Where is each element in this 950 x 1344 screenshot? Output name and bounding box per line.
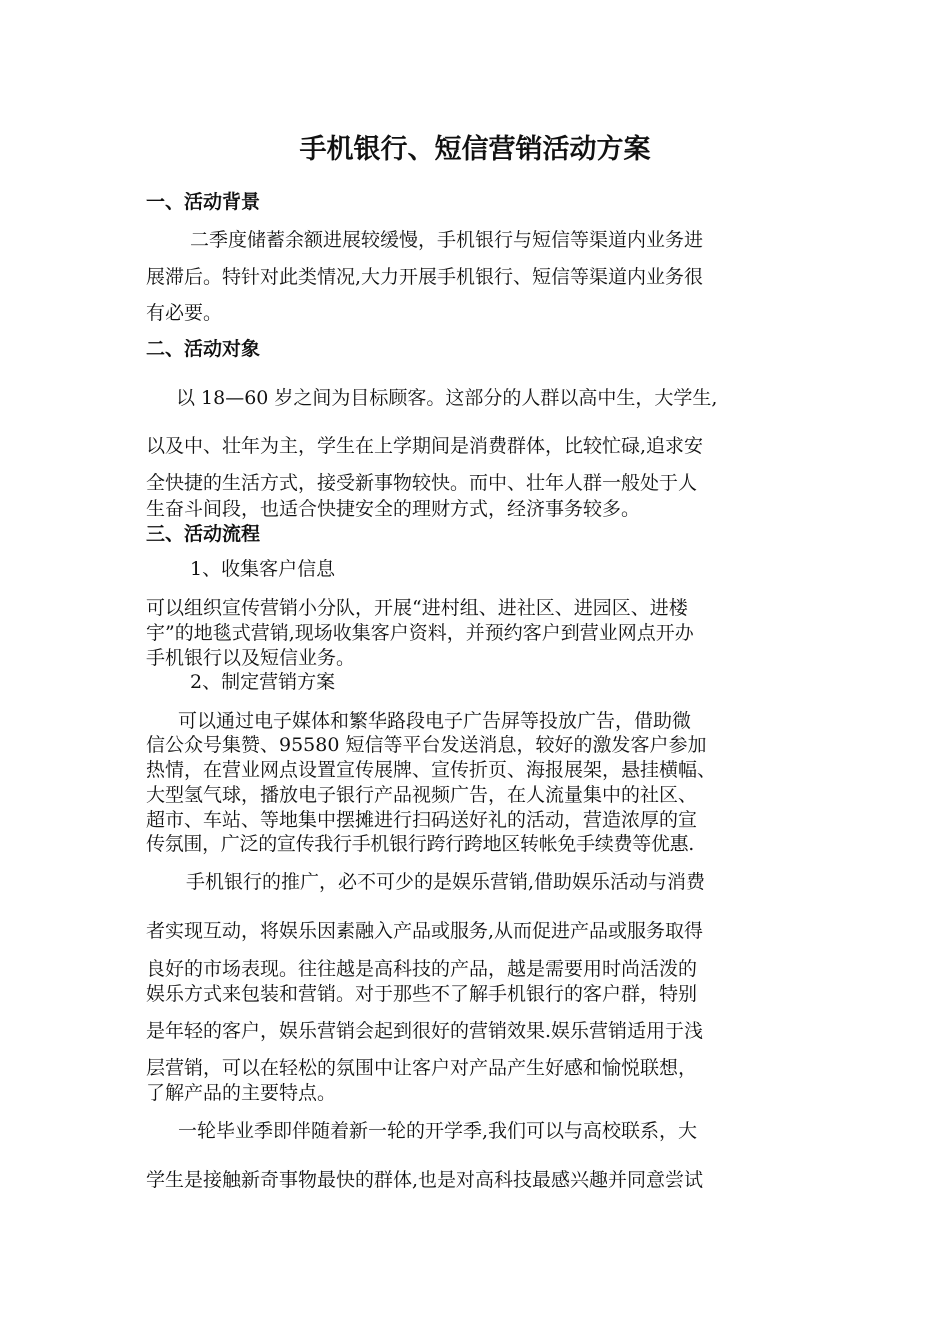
background-line-1: 二季度储蓄余额进展较缓慢，手机银行与短信等渠道内业务进	[190, 229, 704, 251]
step2-p2-line-7: 了解产品的主要特点。	[146, 1082, 337, 1104]
step1-line-3: 手机银行以及短信业务。	[146, 647, 356, 669]
target-line-2: 以及中、壮年为主，学生在上学期间是消费群体，比较忙碌,追求安	[146, 435, 704, 457]
section-heading-process: 三、活动流程	[146, 523, 261, 545]
step2-p2-line-3: 良好的市场表现。往往越是高科技的产品，越是需要用时尚活泼的	[146, 958, 698, 980]
background-line-3: 有必要。	[146, 302, 223, 324]
target-line-3: 全快捷的生活方式，接受新事物较快。而中、壮年人群一般处于人	[146, 472, 698, 494]
target-line-4: 生奋斗间段，也适合快捷安全的理财方式，经济事务较多。	[146, 498, 641, 520]
background-line-2: 展滞后。特针对此类情况,大力开展手机银行、短信等渠道内业务很	[146, 266, 704, 288]
target-line-1: 以 18—60 岁之间为目标顾客。这部分的人群以高中生，大学生,	[176, 387, 718, 409]
step2-p3-line-2: 学生是接触新奇事物最快的群体,也是对高科技最感兴趣并同意尝试	[146, 1169, 704, 1191]
step2-p1-line-2: 信公众号集赞、95580 短信等平台发送消息，较好的激发客户参加	[146, 734, 707, 756]
step1-label: 1、收集客户信息	[190, 558, 336, 580]
step2-p2-line-2: 者实现互动，将娱乐因素融入产品或服务,从而促进产品或服务取得	[146, 920, 704, 942]
step2-p1-line-1: 可以通过电子媒体和繁华路段电子广告屏等投放广告，借助微	[178, 710, 692, 732]
step2-p2-line-5: 是年轻的客户，娱乐营销会起到很好的营销效果.娱乐营销适用于浅	[146, 1020, 704, 1042]
document-title: 手机银行、短信营销活动方案	[299, 134, 651, 165]
step2-p2-line-1: 手机银行的推广，必不可少的是娱乐营销,借助娱乐活动与消费	[186, 871, 706, 893]
step2-p3-line-1: 一轮毕业季即伴随着新一轮的开学季,我们可以与高校联系，大	[178, 1120, 698, 1142]
step1-line-1: 可以组织宣传营销小分队，开展“进村组、进社区、进园区、进楼	[146, 597, 688, 619]
step2-p1-line-5: 超市、车站、等地集中摆摊进行扫码送好礼的活动，营造浓厚的宣	[146, 809, 698, 831]
section-heading-background: 一、活动背景	[146, 191, 261, 213]
step2-p2-line-6: 层营销，可以在轻松的氛围中让客户对产品产生好感和愉悦联想，	[146, 1057, 698, 1079]
section-heading-target: 二、活动对象	[146, 338, 261, 360]
step2-p1-line-4: 大型氢气球，播放电子银行产品视频广告，在人流量集中的社区、	[146, 784, 698, 806]
step2-label: 2、制定营销方案	[190, 671, 336, 693]
step1-line-2: 宇”的地毯式营销,现场收集客户资料，并预约客户到营业网点开办	[146, 622, 694, 644]
step2-p1-line-3: 热情，在营业网点设置宣传展牌、宣传折页、海报展架，悬挂横幅、	[146, 759, 717, 781]
step2-p1-line-6: 传氛围，广泛的宣传我行手机银行跨行跨地区转帐免手续费等优惠.	[146, 833, 695, 855]
step2-p2-line-4: 娱乐方式来包装和营销。对于那些不了解手机银行的客户群，特别	[146, 983, 698, 1005]
